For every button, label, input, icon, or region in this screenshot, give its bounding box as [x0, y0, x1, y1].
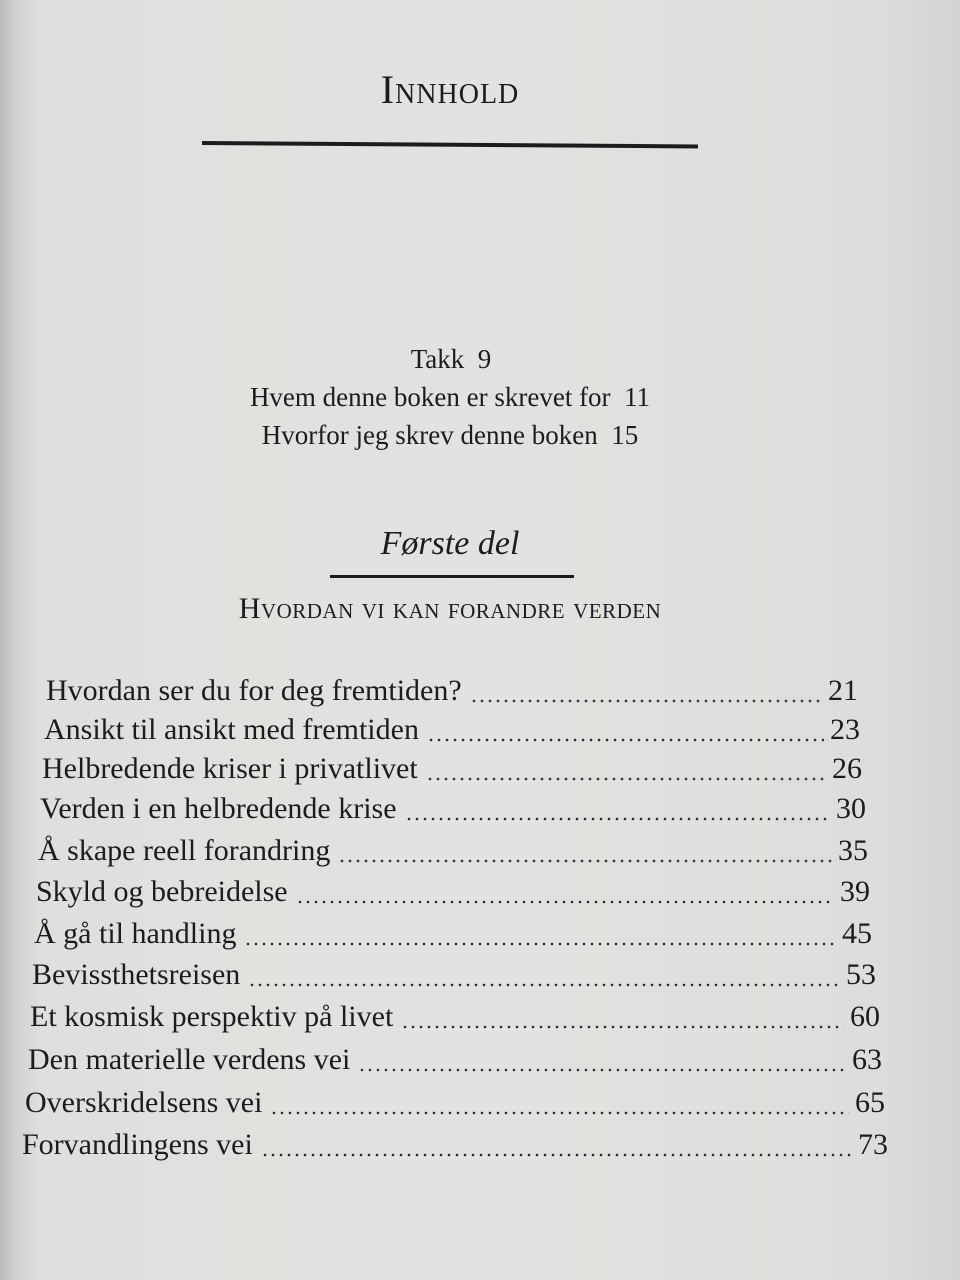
toc-entry [40, 792, 866, 832]
toc-entry-page: 73 [858, 1128, 888, 1161]
toc-entry-page: 35 [838, 834, 868, 867]
front-matter-page: 11 [624, 382, 651, 412]
toc-entry-page: 60 [850, 1000, 880, 1033]
toc-entry-title: Overskridelsens vei [25, 1086, 263, 1119]
toc-leader-dots [427, 737, 824, 743]
toc-entry [34, 917, 872, 957]
toc-entry [22, 1128, 888, 1168]
toc-entry-page: 63 [852, 1043, 882, 1076]
toc-entry [30, 1000, 880, 1040]
toc-entry-title: Et kosmisk perspektiv på livet [30, 1000, 394, 1033]
toc-entry-page: 23 [830, 713, 860, 746]
toc-leader-dots [338, 858, 832, 864]
toc-leader-dots [261, 1152, 852, 1158]
toc-leader-dots [470, 698, 822, 704]
toc-entry [42, 752, 862, 792]
toc-entry-title: Å skape reell forandring [38, 834, 331, 867]
toc-entry [44, 713, 860, 753]
front-matter-label: Takk [410, 344, 465, 374]
toc-entry [32, 958, 876, 998]
toc-leader-dots [426, 776, 826, 782]
toc-entry-title: Den materielle verdens vei [28, 1043, 351, 1076]
toc-entry [25, 1086, 885, 1126]
page-title: Innhold [380, 67, 520, 112]
toc-leader-dots [248, 982, 840, 988]
toc-entry-page: 30 [836, 792, 866, 825]
front-matter-label: Hvorfor jeg skrev denne boken [261, 420, 598, 450]
toc-leader-dots [358, 1067, 846, 1073]
toc-entry-page: 53 [846, 958, 876, 991]
toc-entry-page: 26 [832, 752, 862, 785]
toc-entry-title: Skyld og bebreidelse [36, 875, 288, 908]
toc-entry [36, 875, 870, 915]
toc-leader-dots [401, 1024, 844, 1030]
toc-entry-title: Å gå til handling [34, 917, 237, 950]
toc-entry-title: Ansikt til ansikt med fremtiden [44, 713, 419, 746]
toc-entry-page: 21 [828, 674, 858, 707]
toc-entry [28, 1043, 882, 1083]
toc-entry-title: Hvordan ser du for deg fremtiden? [46, 674, 462, 707]
toc-leader-dots [296, 899, 834, 905]
toc-entry-page: 65 [855, 1086, 885, 1119]
toc-entry-page: 45 [842, 917, 872, 950]
part-title: Hvordan vi kan forandre verden [238, 592, 662, 625]
toc-leader-dots [405, 816, 830, 822]
front-matter-label: Hvem denne boken er skrevet for [249, 382, 611, 412]
toc-entry [38, 834, 868, 874]
toc-entry-title: Forvandlingens vei [22, 1128, 253, 1161]
toc-entry-title: Bevissthetsreisen [32, 958, 241, 991]
toc-entry [46, 674, 858, 714]
toc-leader-dots [270, 1110, 849, 1116]
front-matter-page: 15 [611, 420, 639, 450]
toc-leader-dots [244, 941, 836, 947]
toc-entry-title: Helbredende kriser i privatlivet [42, 752, 418, 785]
toc-entry-title: Verden i en helbredende krise [40, 792, 397, 825]
toc-entry-page: 39 [840, 875, 870, 908]
front-matter-page: 9 [477, 344, 492, 374]
part-label: Første del [380, 525, 520, 562]
